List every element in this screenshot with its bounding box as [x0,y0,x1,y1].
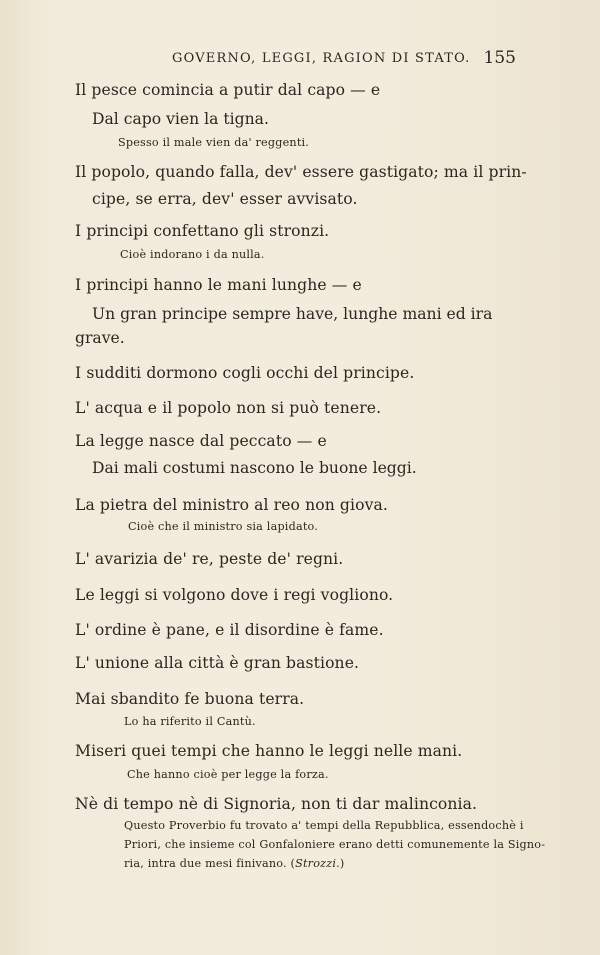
proverb: Il popolo, quando falla, dev' essere gastigato; ma il prin- [75,163,527,181]
proverb-note-continuation: Priori, che insieme col Gonfaloniere erano detti comunemente la Signo- [124,838,546,851]
proverb-variant: Dal capo vien la tigna. [92,110,269,128]
proverb-note-continuation [124,857,344,870]
proverb: L' unione alla città è gran bastione. [75,654,360,672]
proverb-continuation: cipe, se erra, dev' esser avvisato. [92,190,358,208]
proverb: I principi confettano gli stronzi. [75,222,330,240]
note-author: Strozzi. [295,857,340,870]
proverb: Il pesce comincia a putir dal capo — e [75,81,381,99]
proverb: Le leggi si volgono dove i regi vogliono. [75,586,394,604]
proverb: L' avarizia de' re, peste de' regni. [75,550,344,568]
proverb: Miseri quei tempi che hanno le leggi nelle mani. [75,742,463,760]
proverb-note: Questo Proverbio fu trovato a' tempi della Repubblica, essendochè i [124,819,524,832]
proverb-note: Cioè che il ministro sia lapidato. [128,520,319,533]
proverb-variant: Un gran principe sempre have, lunghe mani ed ira [92,305,493,323]
proverb: L' acqua e il popolo non si può tenere. [75,399,382,417]
proverb-note: Lo ha riferito il Cantù. [124,715,256,728]
proverb: La pietra del ministro al reo non giova. [75,496,388,514]
proverb-variant-continuation: grave. [75,329,125,347]
page-number: 155 [483,48,516,68]
proverb-variant: Dai mali costumi nascono le buone leggi. [92,459,417,477]
page-header [0,48,600,71]
running-head: GOVERNO, LEGGI, RAGION DI STATO. [172,51,471,66]
note-close: ) [339,857,345,870]
proverb-note: Spesso il male vien da' reggenti. [118,136,310,149]
proverb: I principi hanno le mani lunghe — e [75,276,362,294]
proverb-note: Che hanno cioè per legge la forza. [127,768,329,781]
proverb: I sudditi dormono cogli occhi del principe. [75,364,415,382]
note-text: ria, intra due mesi finivano. ( [124,857,296,870]
proverb: Mai sbandito fe buona terra. [75,690,305,708]
proverb: Nè di tempo nè di Signoria, non ti dar malinconia. [75,795,478,813]
proverb: La legge nasce dal peccato — e [75,432,327,450]
proverb: L' ordine è pane, e il disordine è fame. [75,621,384,639]
proverb-note: Cioè indorano i da nulla. [120,248,265,261]
